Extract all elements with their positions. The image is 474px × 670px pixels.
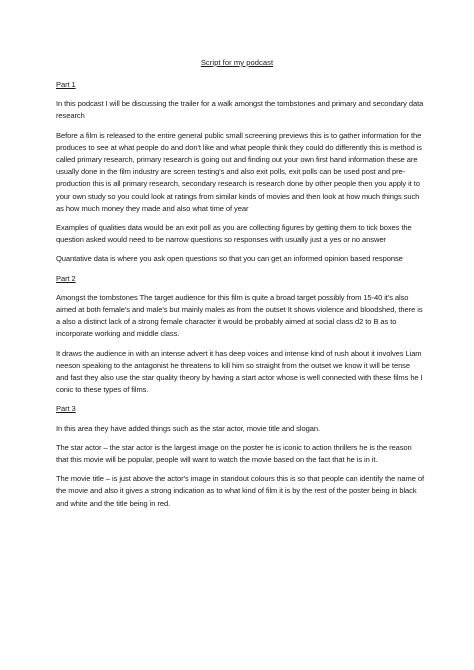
document-title: Script for my podcast xyxy=(200,58,274,67)
section-heading: Part 3 xyxy=(56,404,76,414)
paragraph: It draws the audience in with an intense advert it has deep voices and intense kind of rush about it involves Liam neeson speaking to the antagonist he threatens to kill him so straight from the outset we know it will be tense and fast they also use the star quality theory by having a start actor whose is well connected with these films he I conic to these types of films. xyxy=(56,348,423,395)
section-heading: Part 1 xyxy=(56,80,76,89)
paragraph: Quantative data is where you ask open questions so that you can get an informed opinion based response xyxy=(56,254,403,264)
section-part-1 xyxy=(56,79,424,266)
paragraph: In this area they have added things such as the star actor, movie title and slogan. xyxy=(56,423,320,433)
paragraph: In this podcast I will be discussing the trailer for a walk amongst the tombstones and primary and secondary data research xyxy=(56,99,424,121)
section-part-3 xyxy=(56,403,424,509)
paragraph: Before a film is released to the entire general public small screening previews this is to gather information for the produces to see at what people do and don't like and what people think they could do differently this is method is called primary research, primary research is going out and finding out your own first hand information these are usually done in the film industry are screen testing's and also exit polls, exit polls can be used post and pre-production this is all primary research, secondary research is research done by other people then you apply it to your own study so you could look at ratings from similar kinds of movies and then look at how much things such as how much money they made and also what time of year xyxy=(56,130,422,213)
paragraph: The movie title – is just above the actor's image in standout colours this is so that people can identify the name of the movie and also it gives a strong indication as to what kind of film it is by the rest of the poster being in black and white and the title being in red. xyxy=(56,474,424,508)
paragraph: Examples of qualities data would be an exit poll as you are collecting figures by getting them to tick boxes the question asked would need to be narrow questions so responses with usually just a yes or no answer xyxy=(56,223,412,245)
section-heading: Part 2 xyxy=(56,273,76,283)
paragraph: The star actor – the star actor is the largest image on the poster he is iconic to action thrillers he is the reason that this movie will be popular, people will want to watch the movie based on the fact that he is in it. xyxy=(56,442,412,465)
section-part-2 xyxy=(56,273,424,397)
document-body xyxy=(56,79,424,517)
paragraph: Amongst the tombstones The target audience for this film is quite a broad target possibly from 15-40 it's also aimed at both female's and male's but mainly males as from the outset It shows violence and bloodshed, there is a also a distinct lack of a strong female character it would be probably aimed at social class d2 to B as to incorporate working and middle class. xyxy=(56,292,423,339)
